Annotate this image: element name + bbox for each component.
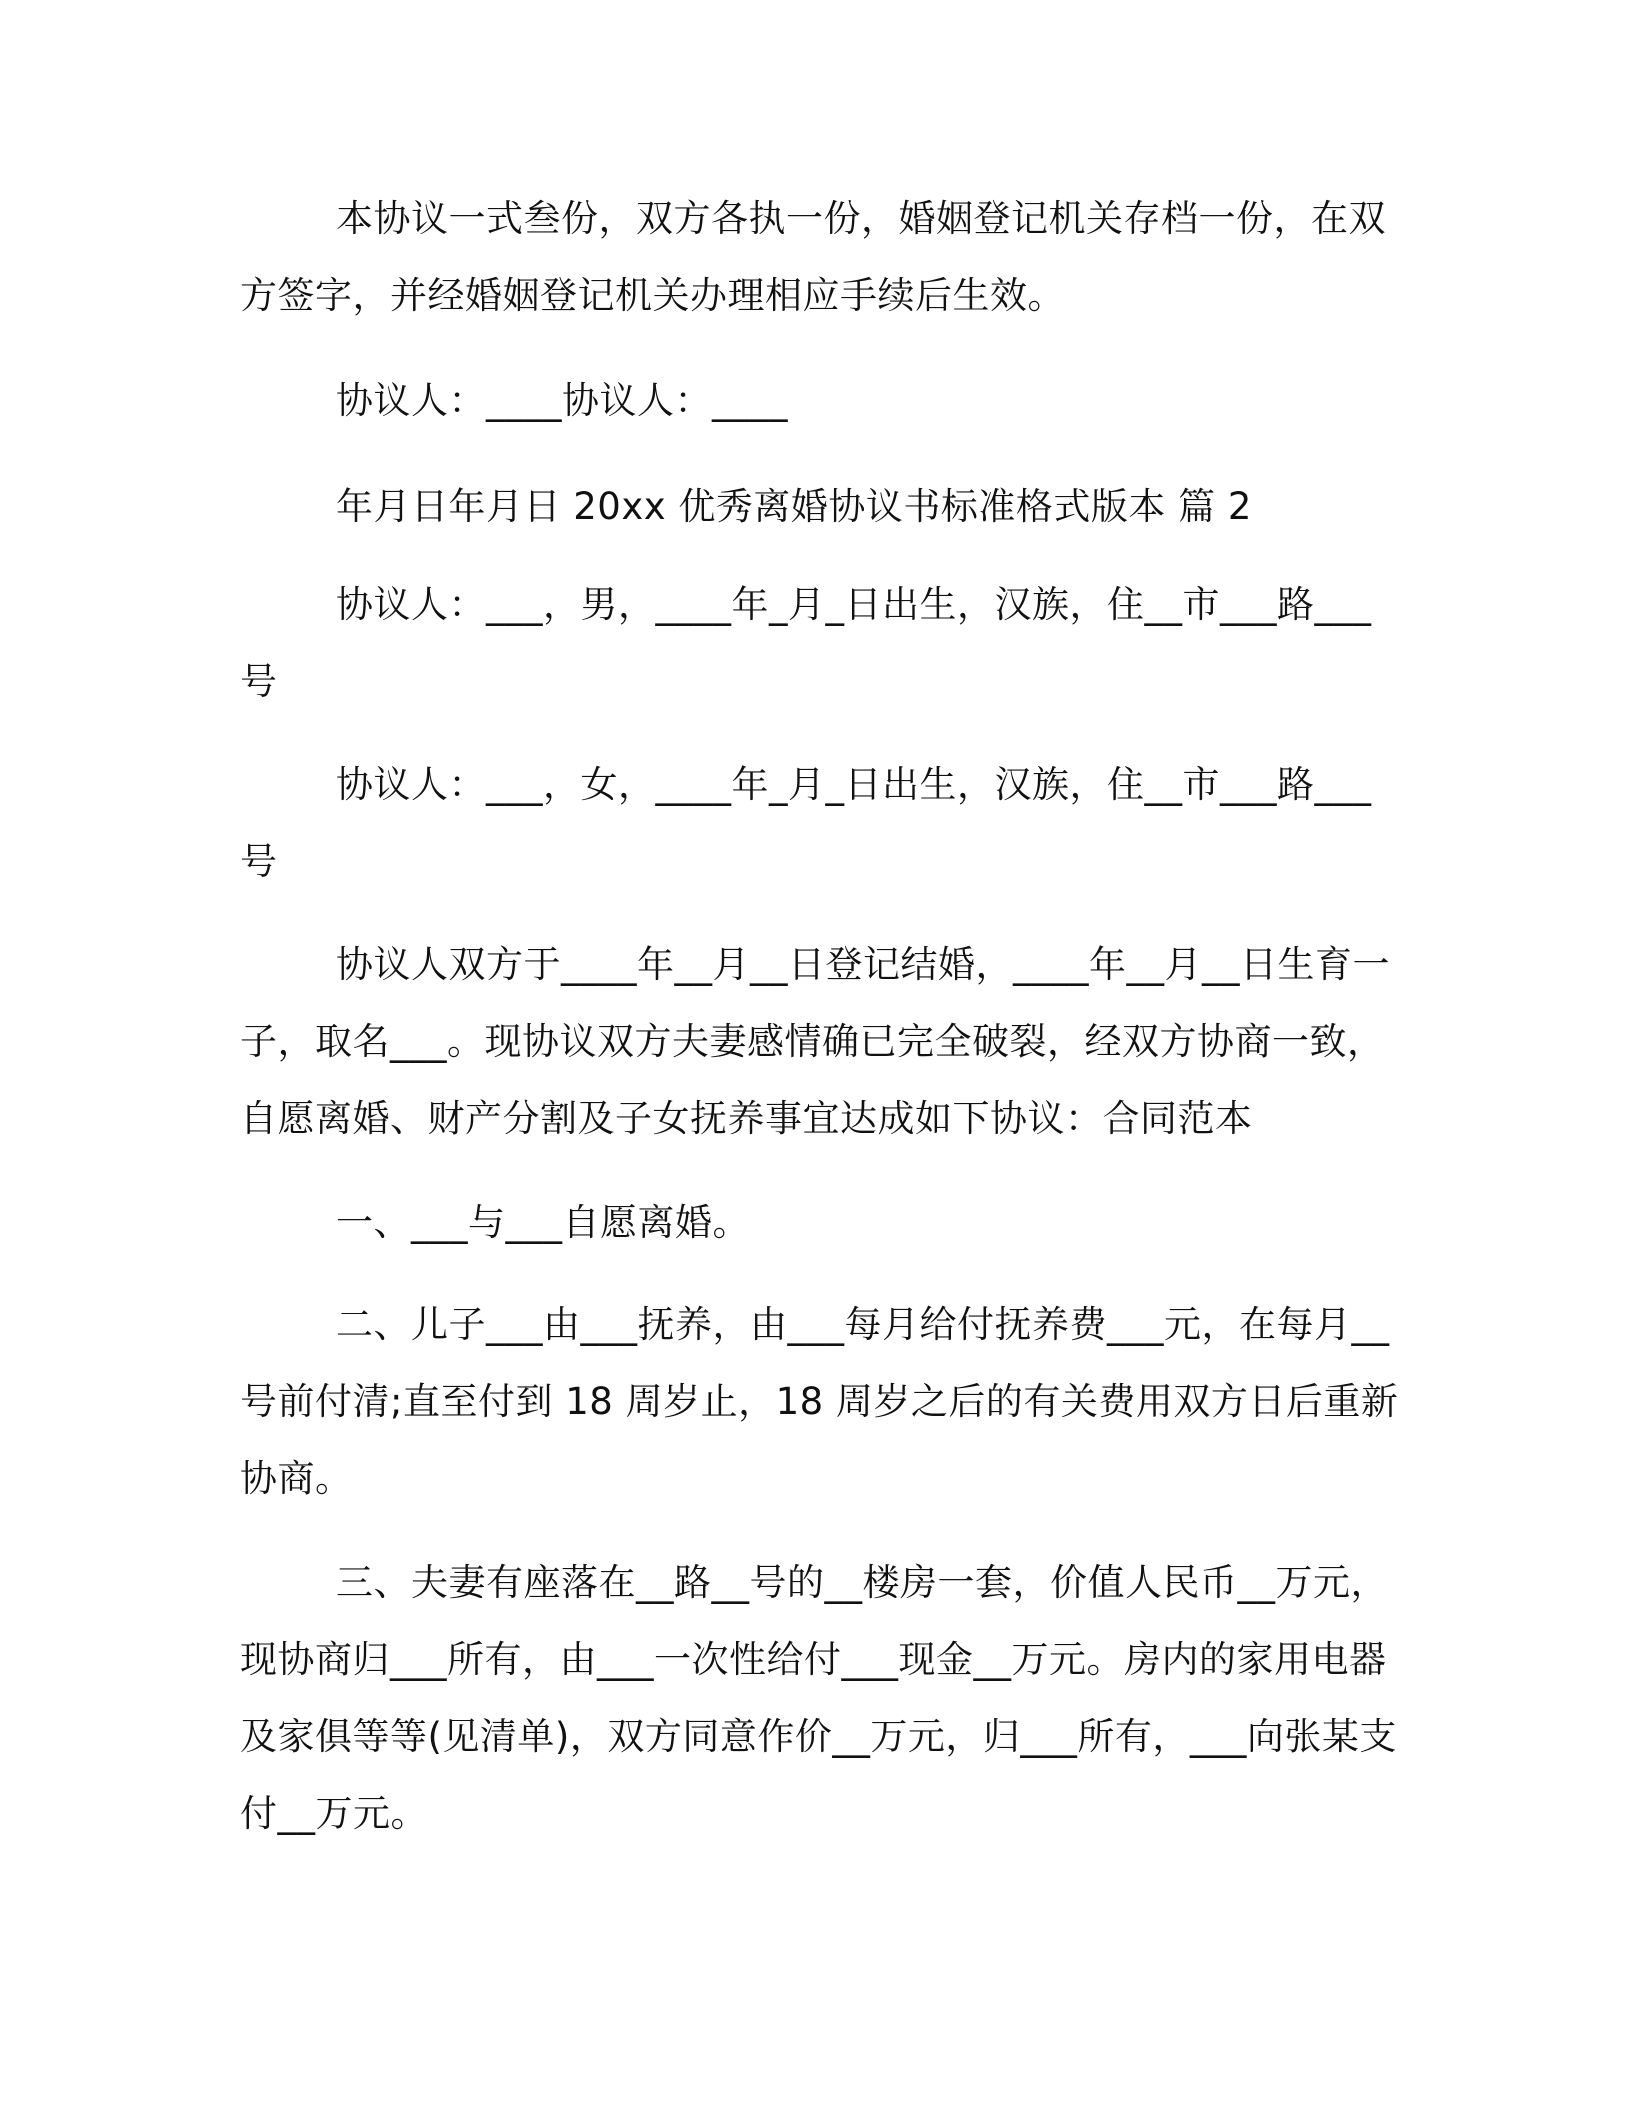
- paragraph-party-male: 协议人：___，男，____年_月_日出生，汉族，住__市___路___号: [240, 583, 1372, 703]
- paragraph-heading-part2: 年月日年月日 20xx 优秀离婚协议书标准格式版本 篇 2: [336, 485, 1252, 528]
- paragraph-clause-3: 三、夫妻有座落在__路__号的__楼房一套，价值人民币__万元，现协商归___所有，由___一次性给付___现金__万元。房内的家用电器及家俱等等(见清单)，双方同意作价__万元，归___所有，___向张某支付__万元。: [240, 1561, 1397, 1835]
- paragraph-clause-2: 二、儿子___由___抚养，由___每月给付抚养费___元，在每月__号前付清;直至付到 18 周岁止，18 周岁之后的有关费用双方日后重新协商。: [240, 1303, 1399, 1500]
- paragraph-signatories: 协议人：____协议人：____: [336, 379, 788, 422]
- paragraph-marriage-background: 协议人双方于____年__月__日登记结婚，____年__月__日生育一子，取名___。现协议双方夫妻感情确已完全破裂，经双方协商一致，自愿离婚、财产分割及子女抚养事宜达成如下协议：合同范本: [240, 943, 1390, 1140]
- paragraph-party-female: 协议人：___，女，____年_月_日出生，汉族，住__市___路___号: [240, 763, 1372, 883]
- paragraph-clause-1: 一、___与___自愿离婚。: [336, 1201, 750, 1244]
- paragraph-effectiveness: 本协议一式叁份，双方各执一份，婚姻登记机关存档一份，在双方签字，并经婚姻登记机关办理相应手续后生效。: [240, 197, 1386, 317]
